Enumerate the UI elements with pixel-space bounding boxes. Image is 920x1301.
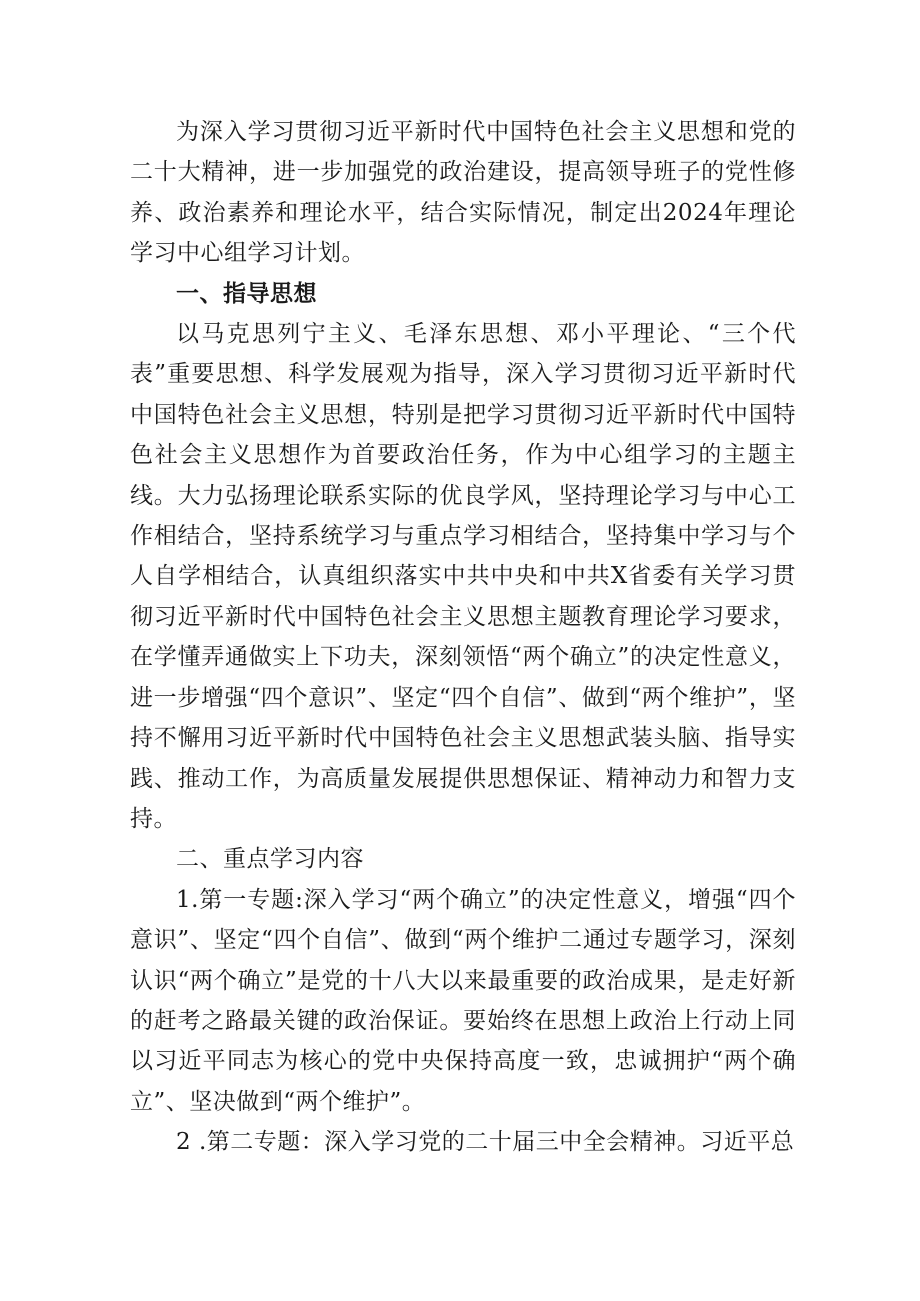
topic-1-paragraph: 1.第一专题:深入学习“两个确立”的决定性意义，增强“四个意识”、坚定“四个自信”、做到“两个维护二通过专题学习，深刻认识“两个确立”是党的十八大以来最重要的政治成果，是走好新的赶考之路最关键的政治保证。要始终在思想上政治上行动上同以习近平同志为核心的党中央保持高度一致，忠诚拥护“两个确立”、坚决做到“两个维护”。 bbox=[130, 886, 796, 1115]
section-1-paragraph: 以马克思列宁主义、毛泽东思想、邓小平理论、“三个代表”重要思想、科学发展观为指导，深入学习贯彻习近平新时代中国特色社会主义思想，特别是把学习贯彻习近平新时代中国特色社会主义思想作为首要政治任务，作为中心组学习的主题主线。大力弘扬理论联系实际的优良学风，坚持理论学习与中心工作相结合，坚持系统学习与重点学习相结合，坚持集中学习与个人自学相结合，认真组织落实中共中央和中共X省委有关学习贯彻习近平新时代中国特色社会主义思想主题教育理论学习要求，在学懂弄通做实上下功夫，深刻领悟“两个确立”的决定性意义，进一步增强“四个意识”、坚定“四个自信”、做到“两个维护”，坚持不懈用习近平新时代中国特色社会主义思想武装头脑、指导实践、推动工作，为高质量发展提供思想保证、精神动力和智力支持。 bbox=[130, 321, 796, 832]
intro-paragraph: 为深入学习贯彻习近平新时代中国特色社会主义思想和党的二十大精神，进一步加强党的政治建设，提高领导班子的党性修养、政治素养和理论水平，结合实际情况，制定出2024年理论学习中心组学习计划。 bbox=[130, 119, 796, 267]
topic-2-paragraph: 2 .第二专题：深入学习党的二十届三中全会精神。习近平总 bbox=[176, 1129, 795, 1156]
section-2-heading: 二、重点学习内容 bbox=[176, 846, 364, 873]
section-1-heading: 一、指导思想 bbox=[176, 280, 317, 307]
document-body bbox=[130, 112, 796, 1163]
